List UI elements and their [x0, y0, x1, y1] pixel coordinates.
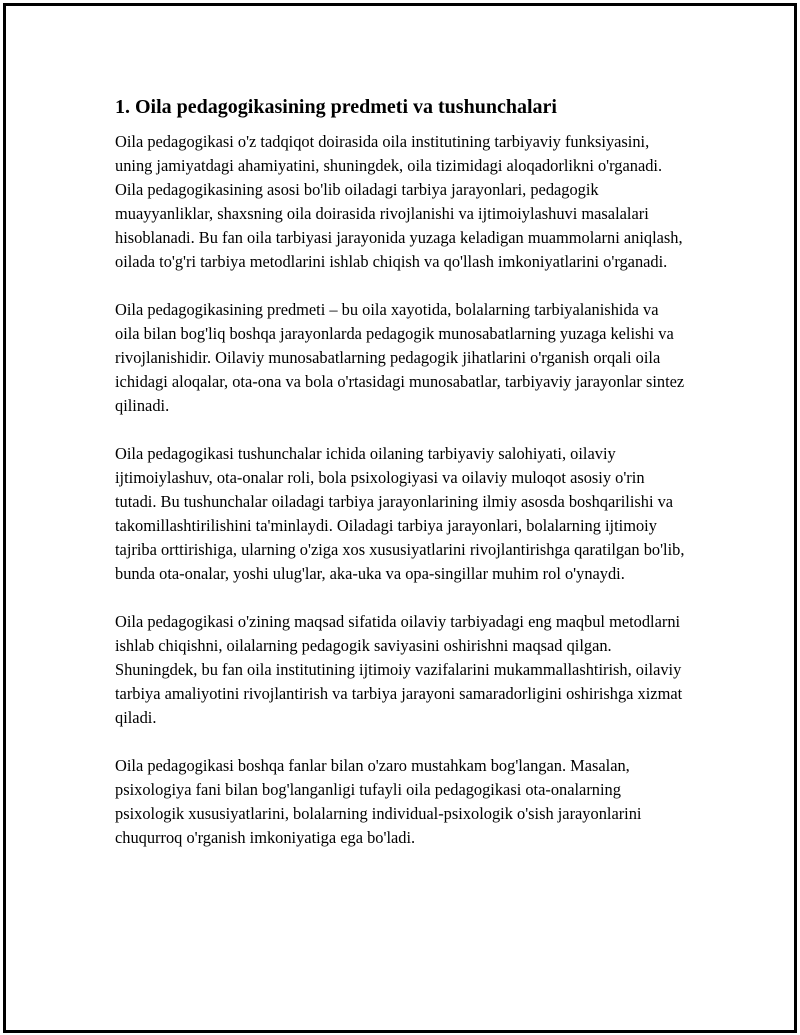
- paragraph-4: Oila pedagogikasi o'zining maqsad sifatida oilaviy tarbiyadagi eng maqbul metodlarni ishlab chiqishni, oilalarning pedagogik saviyasini oshirishni maqsad qilgan. Shuningdek, bu fan oila institutining ijtimoiy vazifalarini mukammallashtirish, oilaviy tarbiya amaliyotini rivojlantirish va tarbiya jarayoni samaradorligini oshirishga xizmat qiladi.: [115, 612, 683, 727]
- paragraph-1: Oila pedagogikasi o'z tadqiqot doirasida oila institutining tarbiyaviy funksiyasini, uning jamiyatdagi ahamiyatini, shuningdek, oila tizimidagi aloqadorlikni o'rganadi. Oila pedagogikasining asosi bo'lib oiladagi tarbiya jarayonlari, pedagogik muayyanliklar, shaxsning oila doirasida rivojlanishi va ijtimoiylashuvi masalalari hisoblanadi. Bu fan oila tarbiyasi jarayonida yuzaga keladigan muammolarni aniqlash, oilada to'g'ri tarbiya metodlarini ishlab chiqish va qo'llash imkoniyatlarini o'rganadi.: [115, 132, 683, 271]
- paragraph-3: Oila pedagogikasi tushunchalar ichida oilaning tarbiyaviy salohiyati, oilaviy ijtimoiylashuv, ota-onalar roli, bola psixologiyasi va oilaviy muloqot asosiy o'rin tutadi. Bu tushunchalar oiladagi tarbiya jarayonlarining ilmiy asosda boshqarilishi va takomillashtirilishini ta'minlaydi. Oiladagi tarbiya jarayonlari, bolalarning ijtimoiy tajriba orttirishiga, ularning o'ziga xos xususiyatlarini rivojlantirishga qaratilgan bo'lib, bunda ota-onalar, yoshi ulug'lar, aka-uka va opa-singillar muhim rol o'ynaydi.: [115, 444, 685, 583]
- section-heading: 1. Oila pedagogikasining predmeti va tushunchalari: [115, 96, 557, 118]
- paragraph-5: Oila pedagogikasi boshqa fanlar bilan o'zaro mustahkam bog'langan. Masalan, psixologiya fani bilan bog'langanligi tufayli oila pedagogikasi ota-onalarning psixologik xususiyatlarini, bolalarning individual-psixologik o'sish jarayonlarini chuqurroq o'rganish imkoniyatiga ega bo'ladi.: [115, 756, 642, 847]
- paragraph-2: Oila pedagogikasining predmeti – bu oila xayotida, bolalarning tarbiyalanishida va oila bilan bog'liq boshqa jarayonlarda pedagogik munosabatlarning yuzaga kelishi va rivojlanishidir. Oilaviy munosabatlarning pedagogik jihatlarini o'rganish orqali oila ichidagi aloqalar, ota-ona va bola o'rtasidagi munosabatlar, tarbiyaviy jarayonlar sintez qilinadi.: [115, 300, 685, 415]
- document-body: [115, 94, 685, 874]
